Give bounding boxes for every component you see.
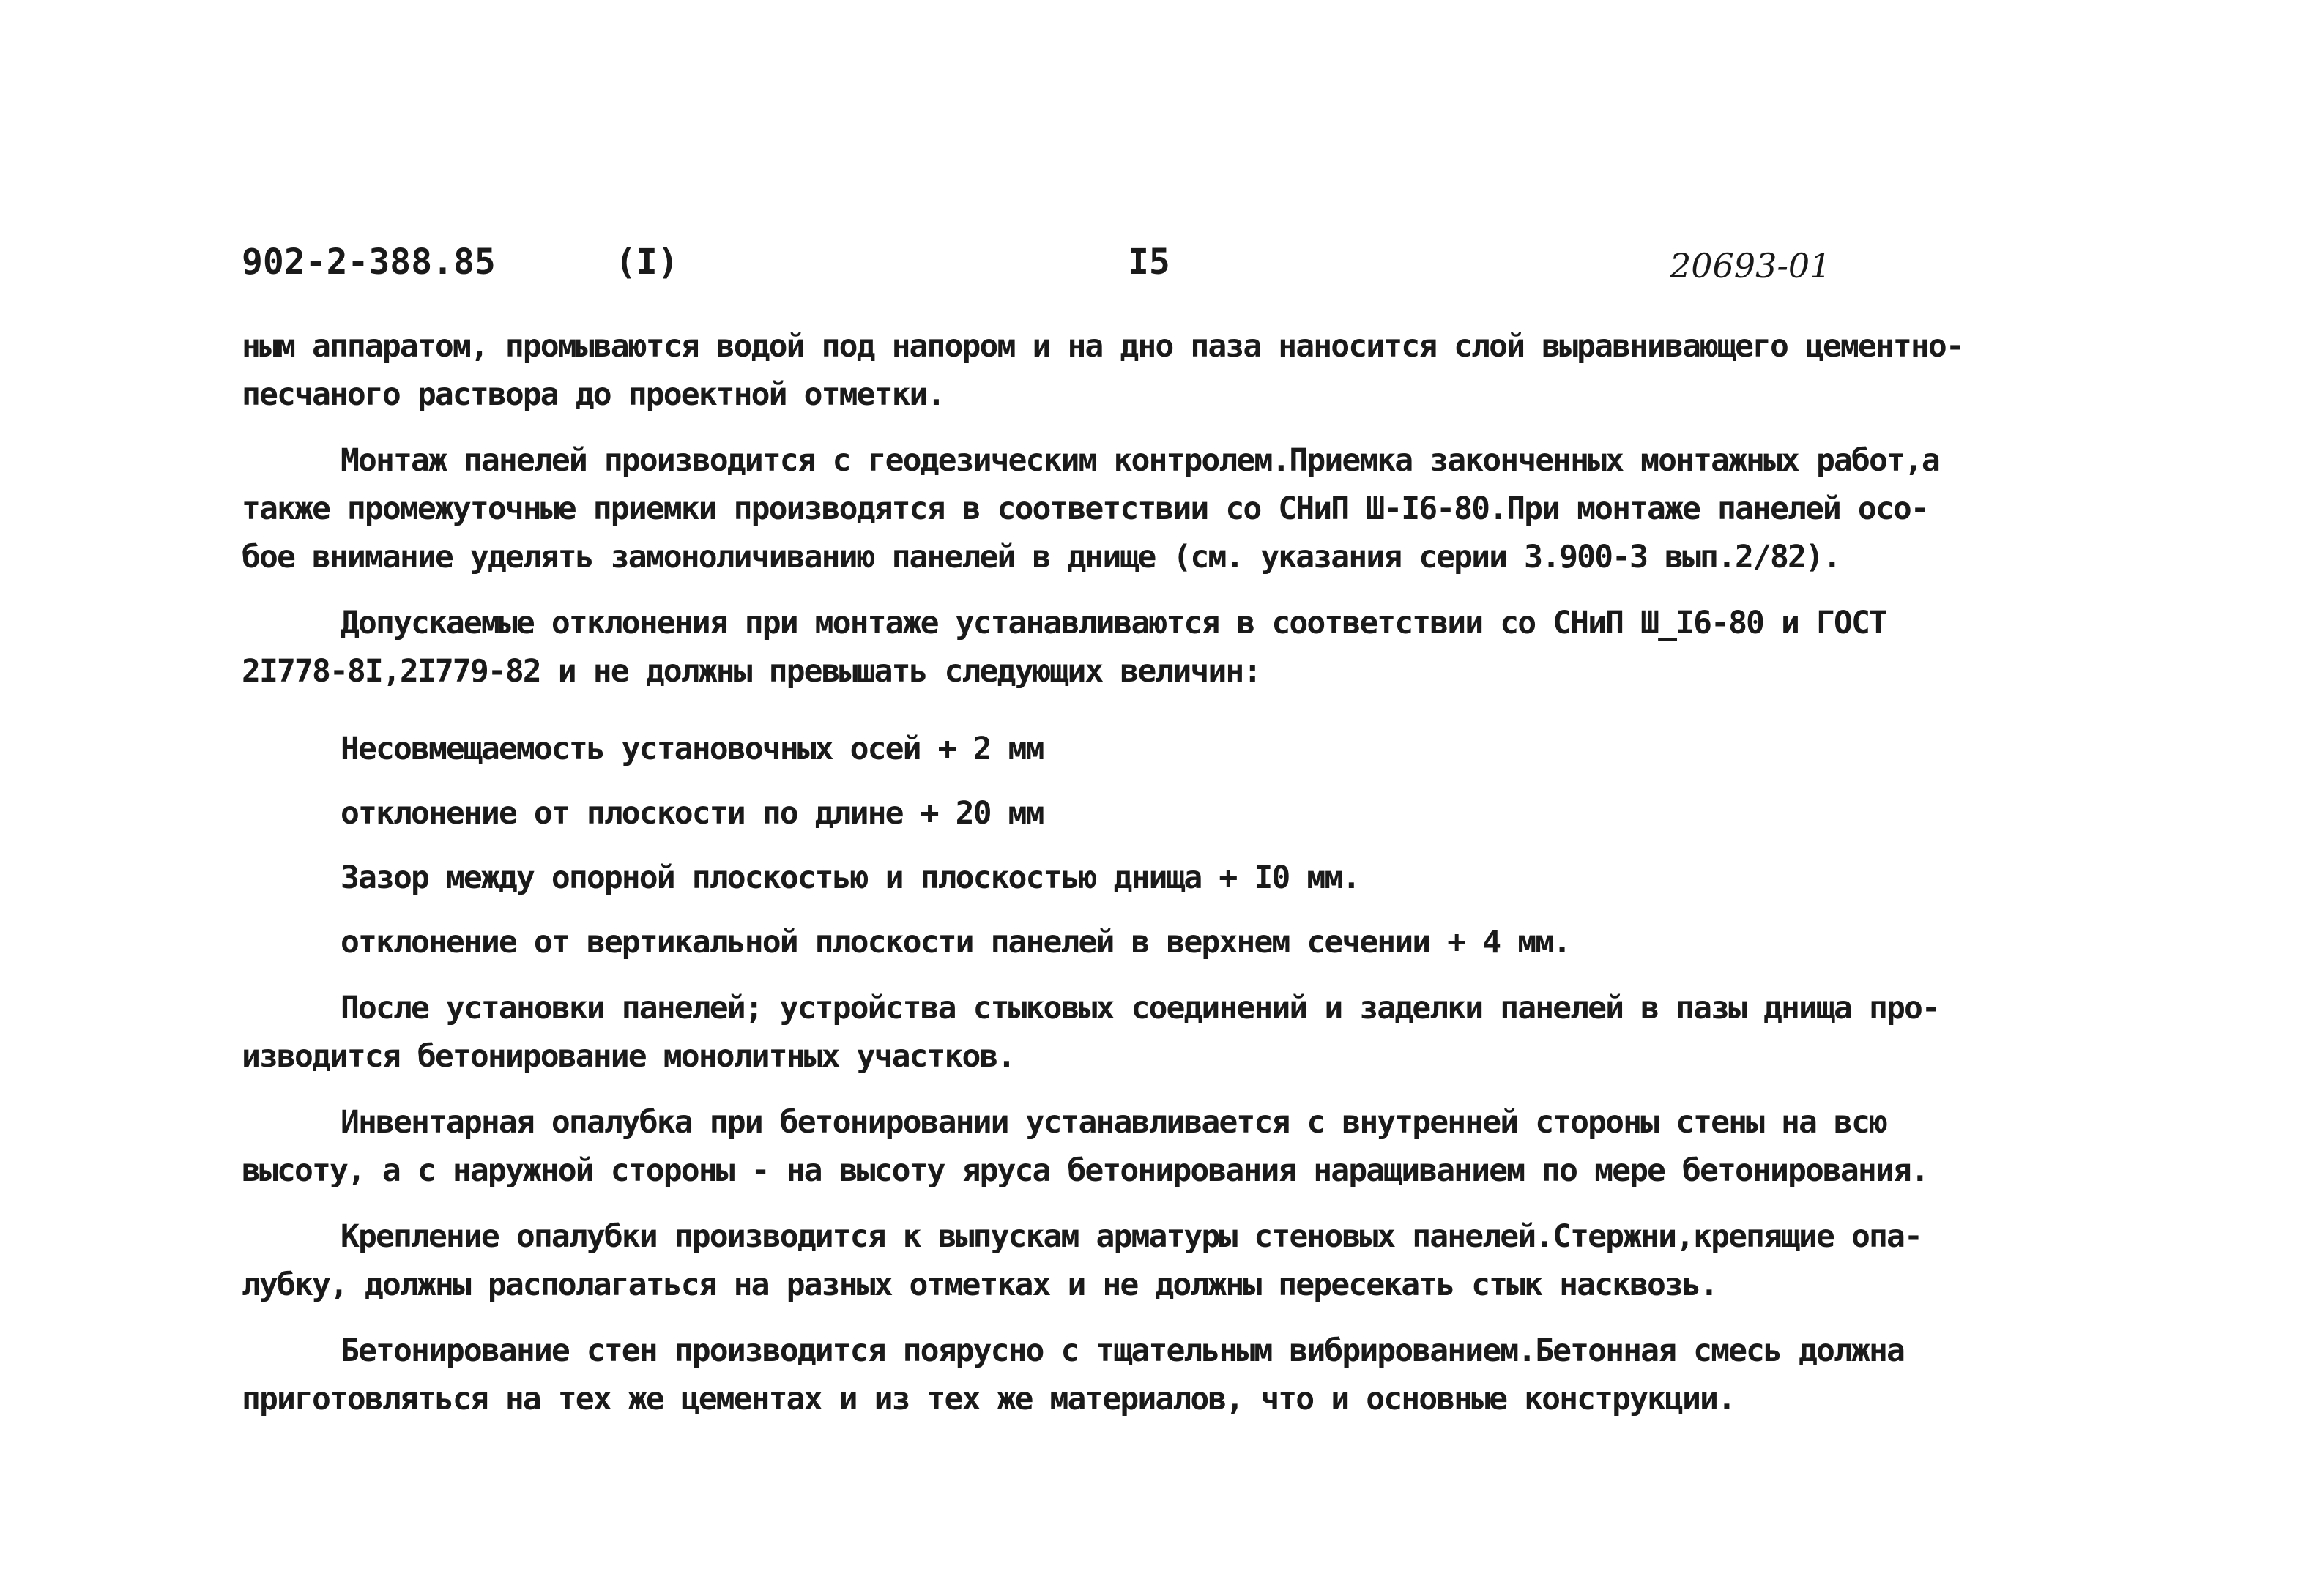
tolerance-item: Зазор между опорной плоскостью и плоскостью днища + I0 мм. [341, 859, 1360, 896]
text-line: Монтаж панелей производится с геодезическим контролем.Приемка законченных монтажных работ,а [341, 442, 1939, 479]
tolerance-item: отклонение от вертикальной плоскости панелей в верхнем сечении + 4 мм. [341, 924, 1571, 961]
tolerance-item: отклонение от плоскости по длине + 20 мм [341, 795, 1044, 832]
text-line: Инвентарная опалубка при бетонировании устанавливается с внутренней стороны стены на всю [341, 1104, 1886, 1141]
text-line: ным аппаратом, промываются водой под напором и на дно паза наносится слой выравнивающего цементно- [242, 328, 1963, 365]
inventory-number: 20693-01 [1670, 246, 1832, 286]
text-line: высоту, а с наружной стороны - на высоту яруса бетонирования наращиванием по мере бетонирования. [242, 1152, 1928, 1189]
document-code: 902-2-388.85 [242, 242, 496, 283]
paragraph-wall-concreting [242, 1327, 2175, 1423]
text-line: приготовляться на тех же цементах и из тех же материалов, что и основные конструкции. [242, 1381, 1735, 1417]
page-number: I5 [1128, 242, 1170, 283]
paragraph-formwork-fixing [242, 1212, 2175, 1309]
text-line: песчаного раствора до проектной отметки. [242, 376, 945, 413]
text-line: бое внимание уделять замоноличиванию панелей в днище (см. указания серии 3.900-3 вып.2/82). [242, 539, 1840, 575]
text-line: 2I778-8I,2I779-82 и не должны превышать следующих величин: [242, 653, 1261, 690]
paragraph-allowed-deviations [242, 599, 2175, 696]
paragraph-monolithic-concreting [242, 984, 2175, 1081]
text-line: Допускаемые отклонения при монтаже устанавливаются в соответствии со СНиП Ш_I6-80 и ГОСТ [341, 605, 1886, 641]
paragraph-installation-control [242, 436, 2175, 581]
page-header [242, 242, 2146, 300]
text-line: После установки панелей; устройства стыковых соединений и заделки панелей в пазы днища про- [341, 990, 1939, 1026]
paragraph-continuation [242, 322, 2175, 419]
paragraph-formwork [242, 1098, 2175, 1195]
tolerance-list [242, 725, 2175, 966]
document-part: (I) [615, 242, 679, 283]
text-line: изводится бетонирование монолитных участков. [242, 1038, 1015, 1075]
text-line: Бетонирование стен производится поярусно с тщательным вибрированием.Бетонная смесь должна [341, 1332, 1904, 1369]
tolerance-item: Несовмещаемость установочных осей + 2 мм [341, 731, 1044, 767]
document-body [242, 322, 2175, 1423]
text-line: Крепление опалубки производится к выпускам арматуры стеновых панелей.Стержни,крепящие опа- [341, 1218, 1922, 1255]
text-line: лубку, должны располагаться на разных отметках и не должны пересекать стык насквозь. [242, 1267, 1718, 1303]
text-line: также промежуточные приемки производятся в соответствии со СНиП Ш-I6-80.При монтаже панелей осо- [242, 491, 1928, 527]
